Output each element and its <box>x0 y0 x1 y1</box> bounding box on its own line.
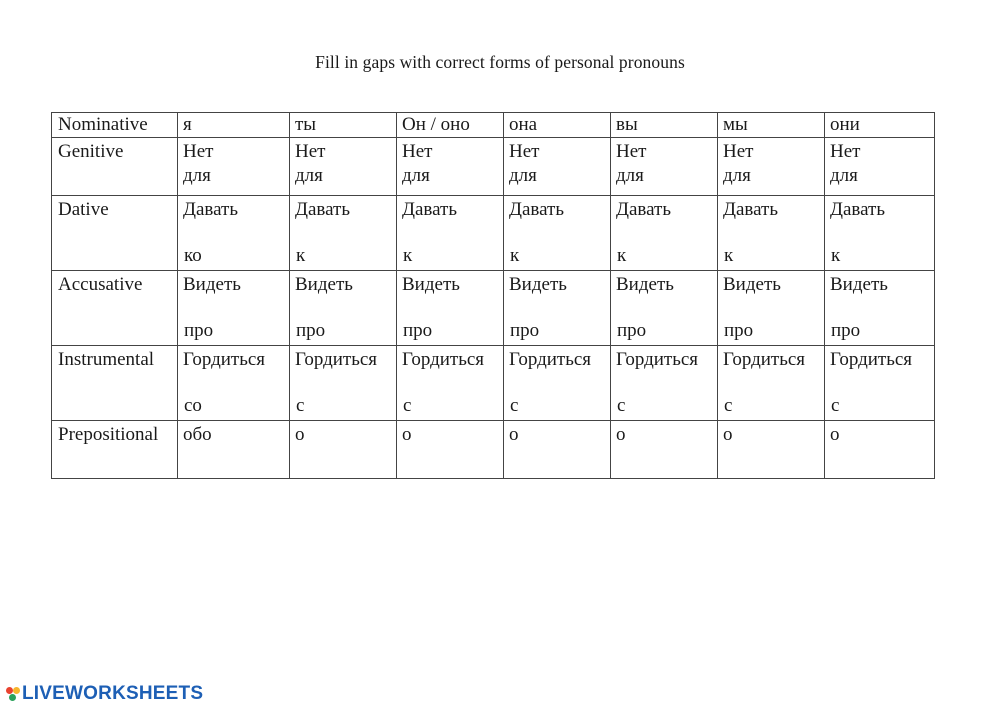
cell-text: Он / оно <box>402 114 470 135</box>
cell-lower-text: ко <box>184 245 202 266</box>
cell-text: обо <box>183 424 212 445</box>
cell-lower-text: про <box>617 320 647 341</box>
pronoun-table <box>51 112 935 479</box>
table-cell <box>718 196 825 271</box>
table-cell <box>178 346 290 421</box>
table-cell <box>504 421 611 479</box>
cell-upper-text: Гордиться <box>616 349 699 370</box>
cell-lower-text: со <box>184 395 202 416</box>
cell-lower-text: к <box>831 245 841 266</box>
cell-lower-text: к <box>296 245 306 266</box>
cell-upper-text: Гордиться <box>830 349 913 370</box>
cell-lower-text: для <box>509 165 537 186</box>
cell-upper-text: Давать <box>723 199 779 220</box>
cell-lower-text: про <box>724 320 754 341</box>
cell-upper-text: Нет <box>723 141 754 162</box>
table-cell <box>290 421 397 479</box>
row-instrumental <box>52 346 935 421</box>
table-cell <box>504 113 611 138</box>
liveworksheets-logo-icon <box>6 687 20 701</box>
cell-text: о <box>830 424 840 445</box>
cell-lower-text: про <box>184 320 214 341</box>
table-cell <box>611 138 718 196</box>
table-cell <box>611 196 718 271</box>
table-cell <box>718 346 825 421</box>
row-prepositional <box>52 421 935 479</box>
table-cell <box>825 138 935 196</box>
cell-upper-text: Гордиться <box>183 349 266 370</box>
case-label: Nominative <box>58 114 148 135</box>
table-cell <box>504 138 611 196</box>
cell-upper-text: Нет <box>509 141 540 162</box>
cell-upper-text: Нет <box>295 141 326 162</box>
cell-text: ты <box>295 114 317 135</box>
table-cell <box>290 346 397 421</box>
table-cell <box>290 196 397 271</box>
cell-upper-text: Видеть <box>723 274 781 295</box>
cell-upper-text: Нет <box>616 141 647 162</box>
table-cell <box>718 271 825 346</box>
table-cell <box>178 138 290 196</box>
cell-text: она <box>509 114 538 135</box>
cell-lower-text: для <box>295 165 323 186</box>
table-cell <box>825 346 935 421</box>
table-cell <box>397 113 504 138</box>
cell-lower-text: для <box>183 165 211 186</box>
cell-upper-text: Гордиться <box>509 349 592 370</box>
table-cell <box>397 138 504 196</box>
table-cell <box>504 271 611 346</box>
cell-upper-text: Видеть <box>183 274 241 295</box>
case-label-dative <box>52 196 178 271</box>
table-cell <box>178 271 290 346</box>
table-cell <box>397 196 504 271</box>
cell-lower-text: к <box>724 245 734 266</box>
table-cell <box>178 421 290 479</box>
case-label-nominative <box>52 113 178 138</box>
cell-lower-text: к <box>617 245 627 266</box>
case-label-genitive <box>52 138 178 196</box>
cell-lower-text: с <box>510 395 519 416</box>
table-cell <box>397 421 504 479</box>
cell-text: о <box>616 424 626 445</box>
table-cell <box>611 346 718 421</box>
case-label-prepositional <box>52 421 178 479</box>
cell-upper-text: Нет <box>402 141 433 162</box>
table-cell <box>397 346 504 421</box>
table-cell <box>290 113 397 138</box>
table-cell <box>397 271 504 346</box>
cell-upper-text: Видеть <box>509 274 567 295</box>
cell-text: мы <box>723 114 748 135</box>
cell-upper-text: Видеть <box>402 274 460 295</box>
case-label: Accusative <box>58 274 143 295</box>
cell-upper-text: Давать <box>402 199 458 220</box>
table-cell <box>718 113 825 138</box>
cell-text: о <box>402 424 412 445</box>
table-cell <box>504 196 611 271</box>
cell-lower-text: к <box>403 245 413 266</box>
row-accusative <box>52 271 935 346</box>
table-cell <box>825 421 935 479</box>
cell-text: они <box>830 114 860 135</box>
case-label: Prepositional <box>58 424 159 445</box>
worksheet-title: Fill in gaps with correct forms of personal pronouns <box>315 52 685 72</box>
cell-lower-text: к <box>510 245 520 266</box>
cell-upper-text: Видеть <box>295 274 353 295</box>
table-cell <box>290 138 397 196</box>
row-genitive <box>52 138 935 196</box>
cell-upper-text: Гордиться <box>295 349 378 370</box>
cell-lower-text: с <box>403 395 412 416</box>
cell-upper-text: Видеть <box>616 274 674 295</box>
cell-upper-text: Гордиться <box>723 349 806 370</box>
cell-lower-text: про <box>510 320 540 341</box>
cell-upper-text: Давать <box>616 199 672 220</box>
case-label-instrumental <box>52 346 178 421</box>
table-cell <box>178 196 290 271</box>
table-cell <box>611 113 718 138</box>
cell-upper-text: Давать <box>830 199 886 220</box>
cell-upper-text: Давать <box>509 199 565 220</box>
table-cell <box>825 196 935 271</box>
row-nominative <box>52 113 935 138</box>
table-cell <box>825 113 935 138</box>
table-cell <box>611 421 718 479</box>
cell-lower-text: для <box>402 165 430 186</box>
cell-upper-text: Давать <box>183 199 239 220</box>
cell-upper-text: Давать <box>295 199 351 220</box>
cell-lower-text: про <box>296 320 326 341</box>
case-label: Instrumental <box>58 349 155 370</box>
table-cell <box>290 271 397 346</box>
case-label: Dative <box>58 199 109 220</box>
cell-lower-text: для <box>616 165 644 186</box>
cell-upper-text: Нет <box>183 141 214 162</box>
cell-upper-text: Нет <box>830 141 861 162</box>
table-cell <box>504 346 611 421</box>
logo-text: LIVEWORKSHEETS <box>22 683 204 704</box>
liveworksheets-logo[interactable] <box>6 683 203 705</box>
table-cell <box>611 271 718 346</box>
cell-lower-text: про <box>403 320 433 341</box>
table-cell <box>825 271 935 346</box>
cell-text: о <box>295 424 305 445</box>
cell-upper-text: Гордиться <box>402 349 485 370</box>
case-label: Genitive <box>58 141 124 162</box>
cell-upper-text: Видеть <box>830 274 888 295</box>
cell-lower-text: с <box>724 395 733 416</box>
table-cell <box>718 138 825 196</box>
table-cell <box>178 113 290 138</box>
cell-text: о <box>509 424 519 445</box>
cell-text: о <box>723 424 733 445</box>
table-cell <box>718 421 825 479</box>
cell-lower-text: с <box>296 395 305 416</box>
cell-lower-text: для <box>723 165 751 186</box>
cell-text: я <box>183 114 192 135</box>
row-dative <box>52 196 935 271</box>
case-label-accusative <box>52 271 178 346</box>
cell-lower-text: для <box>830 165 858 186</box>
cell-lower-text: про <box>831 320 861 341</box>
cell-lower-text: с <box>831 395 840 416</box>
cell-lower-text: с <box>617 395 626 416</box>
cell-text: вы <box>616 114 638 135</box>
